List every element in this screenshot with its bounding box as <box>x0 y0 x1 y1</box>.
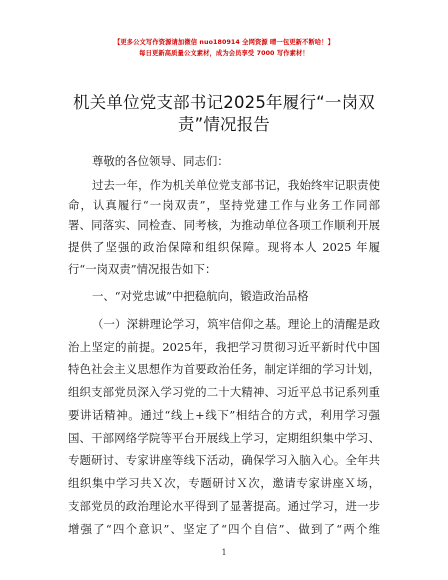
body-line: 支部党员的政治理论水平得到了显著提高。通过学习，进一步 <box>68 499 380 513</box>
body-line: 要讲话精神。通过“线上+线下”相结合的方式，利用学习强 <box>68 408 380 422</box>
body-line: 特色社会主义思想作为首要政治任务，制定详细的学习计划， <box>68 362 380 376</box>
promo-banner-line-2: 每日更新高质量公文素材，成为会员享受 7000 写作素材！ <box>139 50 309 57</box>
body-line: 治上坚定的前提。2025年，我把学习贯彻习近平新时代中国 <box>68 340 380 354</box>
page-number: 1 <box>221 548 227 557</box>
body-line: 行“一岗双责”情况报告如下： <box>68 262 217 276</box>
body-line: 过去一年，作为机关单位党支部书记，我始终牢记职责使 <box>92 178 380 192</box>
document-title-line-1: 机关单位党支部书记2025年履行“一岗双 <box>72 93 376 112</box>
body-line: 组织支部党员深入学习党的二十大精神、习近平总书记系列重 <box>68 385 380 399</box>
body-line: 命，认真履行“一岗双责”，坚持党建工作与业务工作同部 <box>68 198 380 212</box>
body-line: （一）深耕理论学习，筑牢信仰之基。理论上的清醒是政 <box>92 317 380 331</box>
promo-banner-line-1: 【更多公文写作资源请加微信 nuo180914 全网资源 晴一包更新不断哈！】 <box>113 39 335 46</box>
body-line: 增强了“四个意识”、坚定了“四个自信”、做到了“两个维 <box>68 522 380 536</box>
section-heading: 一、“对党忠诚”中把稳航向，锻造政治品格 <box>92 289 309 303</box>
salutation: 尊敬的各位领导、同志们： <box>92 154 229 168</box>
body-line: 国、干部网络学院等平台开展线上学习，定期组织集中学习、 <box>68 431 380 445</box>
body-line: 组织集中学习共Ｘ次，专题研讨Ｘ次，邀请专家讲座Ｘ场， <box>68 476 380 490</box>
document-title-line-2: 责”情况报告 <box>177 115 271 134</box>
body-line: 署、同落实、同检查、同考核，为推动单位各项工作顺利开展 <box>68 218 380 232</box>
body-line: 专题研讨、专家讲座等线下活动，确保学习入脑入心。全年共 <box>68 453 380 467</box>
body-line: 提供了坚强的政治保障和组织保障。现将本人 2025 年履 <box>68 240 380 254</box>
